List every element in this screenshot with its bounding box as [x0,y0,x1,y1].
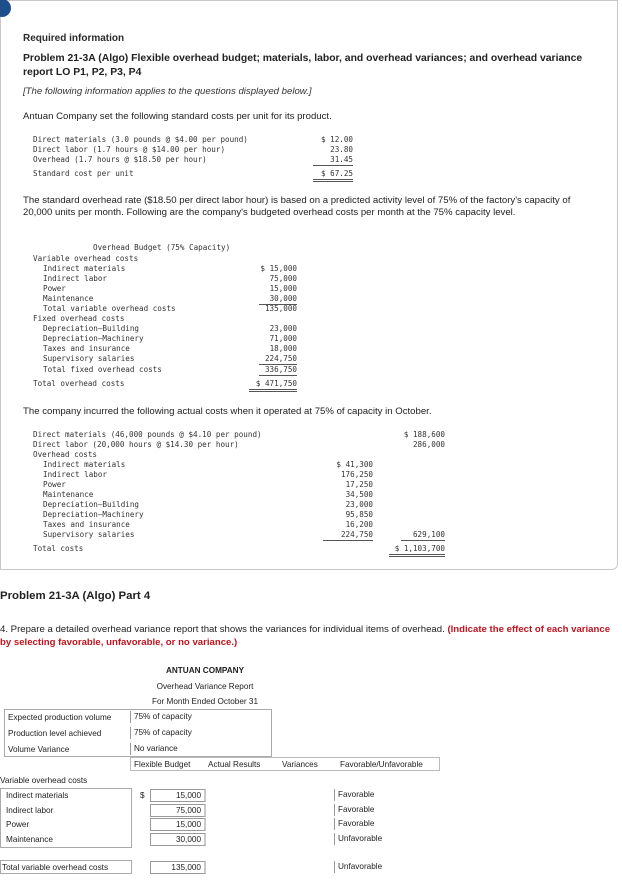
budget-row-label: Depreciation—Machinery [43,334,144,343]
budget-row-label: Maintenance [43,294,94,303]
intro-text: Antuan Company set the following standard costs per unit for its product. [23,111,332,122]
budget-variable-total-label: Total variable overhead costs [43,304,176,313]
std-row-label: Direct labor (1.7 hours @ $14.00 per hour) [33,145,226,154]
std-total-value: $ 67.25 [313,169,353,182]
instruction-text: 4. Prepare a detailed overhead variance report that shows the variances for individual items of overhead. [0,624,445,635]
budget-fixed-total-value: 336,750 [259,365,297,376]
actual-oh-value: 23,000 [345,500,373,509]
actual-oh-label: Depreciation—Building [43,500,140,509]
budget-row-label: Depreciation—Building [43,324,140,333]
budget-row-value: 30,000 [259,294,297,305]
row-label-indirect-labor: Indirect labor [6,806,54,815]
budget-row-label: Power [43,284,66,293]
required-information-label: Required information [23,33,125,44]
report-period: For Month Ended October 31 [151,697,259,706]
std-row-label: Direct materials (3.0 pounds @ $4.00 per pound) [33,135,248,144]
std-row-value: $ 12.00 [320,135,353,144]
expected-volume-label: Expected production volume [8,713,112,722]
budget-row-value: 75,000 [269,274,297,283]
actual-total-label: Total costs [33,544,84,553]
total-variable-label: Total variable overhead costs [2,863,109,872]
actual-oh-value: 95,850 [345,510,373,519]
step-badge [0,0,11,17]
actual-oh-value: 16,200 [345,520,373,529]
budget-row-value: $ 15,000 [260,264,297,273]
budget-row-value: 23,000 [269,324,297,333]
std-row-value: 23.80 [330,145,353,154]
part-heading: Problem 21-3A (Algo) Part 4 [0,590,151,602]
actual-total-value: $ 1,103,700 [389,544,445,557]
actual-oh-value: 17,250 [345,480,373,489]
actual-oh-value: $ 41,300 [336,460,373,469]
budget-row-label: Indirect materials [43,264,126,273]
actual-oh-value: 34,500 [345,490,373,499]
col-flexible-budget: Flexible Budget [134,760,191,769]
volume-variance-label: Volume Variance [8,745,70,754]
actual-dm-label: Direct materials (46,000 pounds @ $4.10 per pound) [33,430,262,439]
std-row-value: 31.45 [313,155,353,166]
report-title: Overhead Variance Report [156,682,254,691]
budget-variable-heading: Variable overhead costs [33,254,139,263]
achieved-level-label: Production level achieved [8,729,102,738]
fav-select-indirect-labor[interactable]: Favorable [334,804,374,816]
budget-input-indirect-labor[interactable]: 75,000 [150,804,206,817]
budget-row-value: 18,000 [269,344,297,353]
variable-section-heading: Variable overhead costs [0,776,88,785]
actual-oh-label: Maintenance [43,490,94,499]
fav-select-maintenance[interactable]: Unfavorable [334,833,382,845]
budget-row-label: Indirect labor [43,274,108,283]
budget-row-label: Supervisory salaries [43,354,135,363]
budget-input-total-variable[interactable]: 135,000 [150,861,206,874]
fav-select-power[interactable]: Favorable [334,818,374,830]
actual-dl-value: 286,000 [412,440,445,449]
row-label-power: Power [6,820,30,829]
row-label-maintenance: Maintenance [6,835,53,844]
budget-fixed-heading: Fixed overhead costs [33,314,125,323]
budget-title: Overhead Budget (75% Capacity) [93,243,231,252]
expected-volume-select[interactable]: 75% of capacity [130,711,192,723]
actual-dl-label: Direct labor (20,000 hours @ $14.30 per hour) [33,440,239,449]
rate-paragraph: The standard overhead rate ($18.50 per direct labor hour) is based on a predicted activity level of 75% of the factory's capacity of 20,000 units per month. Following are the company's budgeted overhead costs per month at the 75% capacity level. [23,195,571,218]
actual-oh-label: Depreciation—Machinery [43,510,144,519]
budget-input-power[interactable]: 15,000 [150,818,206,831]
budget-row-label: Taxes and insurance [43,344,130,353]
volume-variance-select[interactable]: No variance [130,743,178,755]
actual-oh-label: Power [43,480,66,489]
actual-oh-label: Supervisory salaries [43,530,135,539]
col-favorable-unfavorable: Favorable/Unfavorable [340,760,423,769]
actual-oh-label: Indirect labor [43,470,108,479]
actual-oh-total: 629,100 [401,530,445,541]
problem-title: Problem 21-3A (Algo) Flexible overhead budget; materials, labor, and overhead variances; and overhead variance report LO P1, P2, P3, P4 [23,53,583,78]
budget-row-value: 224,750 [259,354,297,365]
budget-row-value: 71,000 [269,334,297,343]
actual-oh-value: 176,250 [340,470,373,479]
budget-input-maintenance[interactable]: 30,000 [150,833,206,846]
dollar-sign: $ [140,791,145,800]
actual-paragraph: The company incurred the following actual costs when it operated at 75% of capacity in October. [23,406,432,417]
part-instruction [0,623,622,649]
achieved-level-select[interactable]: 75% of capacity [130,727,192,739]
std-row-label: Overhead (1.7 hours @ $18.50 per hour) [33,155,207,164]
fav-select-total-variable[interactable]: Unfavorable [334,861,382,873]
budget-total-label: Total overhead costs [33,379,125,388]
budget-input-indirect-materials[interactable]: 15,000 [150,789,206,802]
actual-oh-label: Taxes and insurance [43,520,130,529]
std-total-label: Standard cost per unit [33,169,134,178]
budget-fixed-total-label: Total fixed overhead costs [43,365,162,374]
actual-oh-value: 224,750 [323,530,373,541]
actual-dm-value: $ 188,600 [403,430,445,439]
budget-row-value: 15,000 [269,284,297,293]
instruction-bold: (Indicate the effect of each variance by selecting favorable, unfavorable, or no variance.) [0,624,611,648]
budget-total-value: $ 471,750 [249,379,297,392]
row-label-indirect-materials: Indirect materials [6,791,69,800]
actual-oh-label: Indirect materials [43,460,126,469]
fav-select-indirect-materials[interactable]: Favorable [334,789,374,801]
budget-variable-total-value: 135,000 [264,304,297,313]
col-variances: Variances [282,760,318,769]
info-note: [The following information applies to the questions displayed below.] [23,86,312,97]
actual-oh-heading: Overhead costs [33,450,98,459]
report-company: ANTUAN COMPANY [165,666,245,675]
col-actual-results: Actual Results [208,760,261,769]
